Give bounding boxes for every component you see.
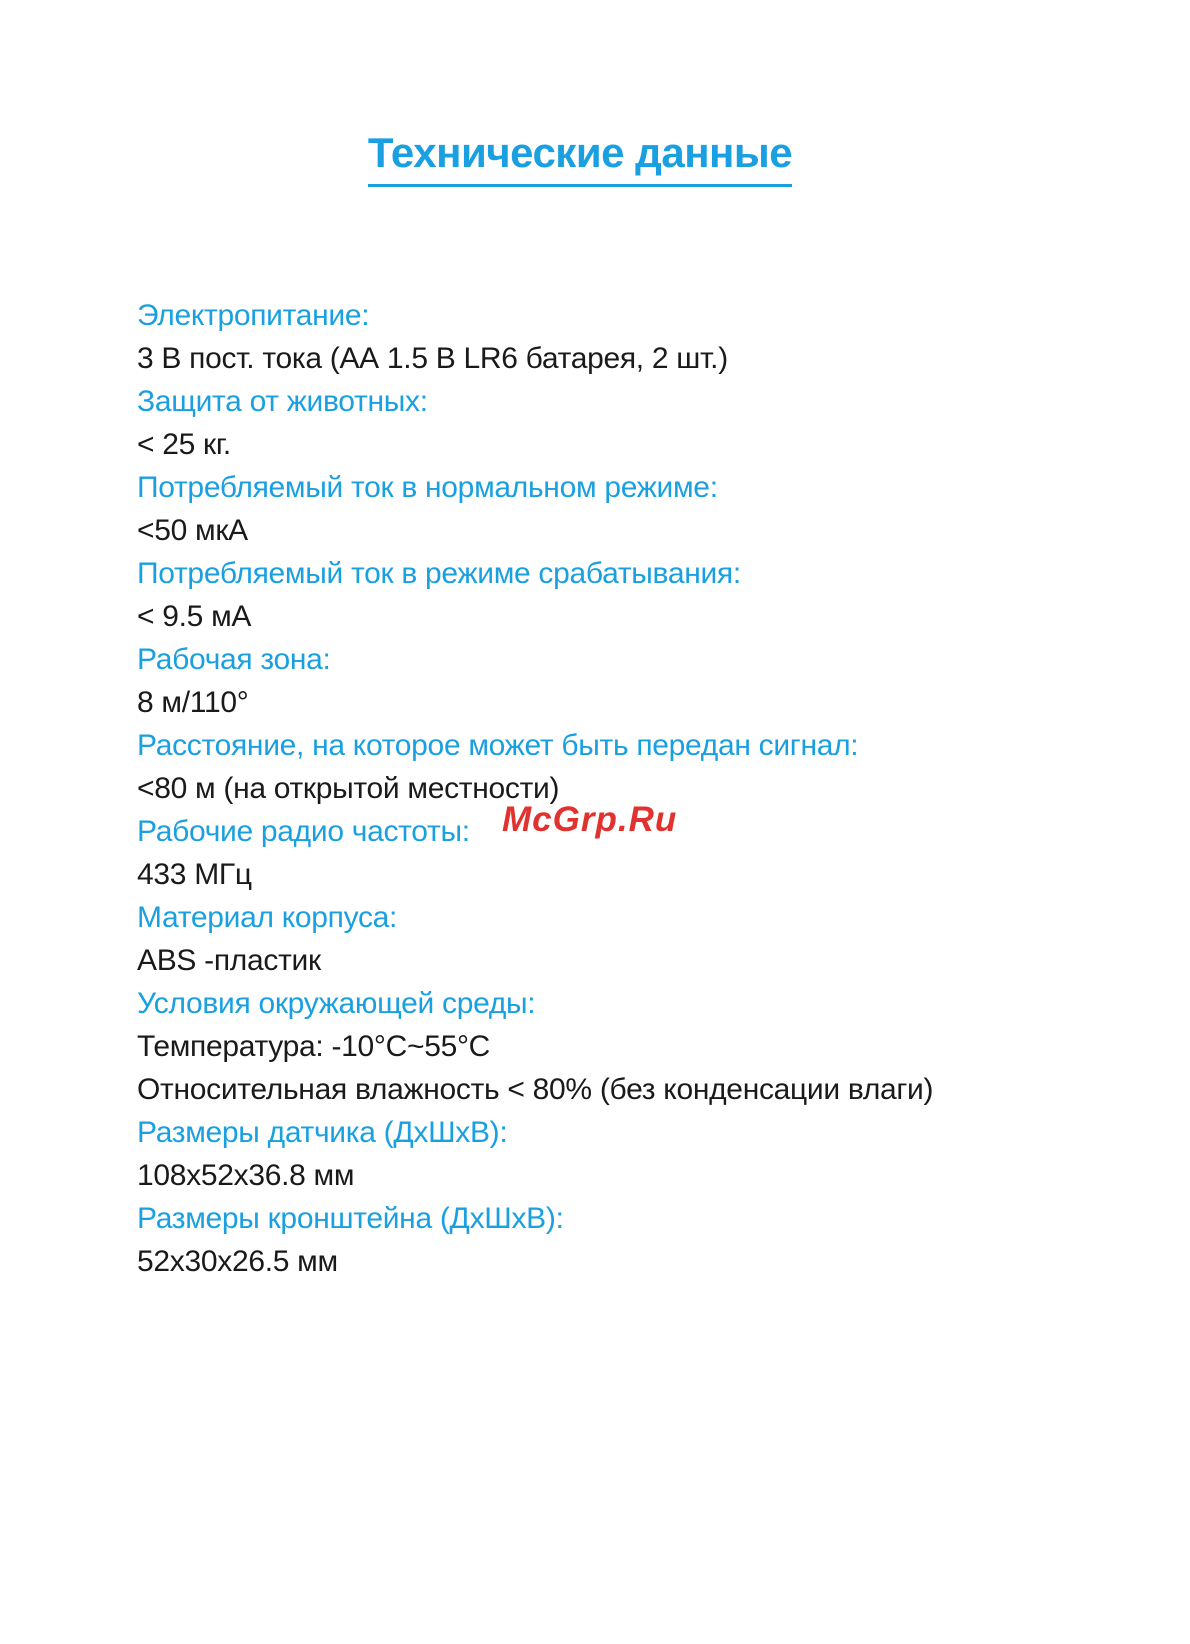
spec-group xyxy=(137,552,1137,638)
spec-value: 108х52х36.8 мм xyxy=(137,1159,355,1192)
spec-group xyxy=(137,1111,1137,1197)
spec-label: Условия окружающей среды: xyxy=(137,987,536,1020)
spec-value: 433 МГц xyxy=(137,858,252,891)
spec-value: <80 м (на открытой местности) xyxy=(137,772,560,805)
spec-group xyxy=(137,896,1137,982)
spec-group xyxy=(137,982,1137,1111)
watermark: McGrp.Ru xyxy=(502,800,678,839)
spec-label: Электропитание: xyxy=(137,299,370,332)
spec-label: Рабочая зона: xyxy=(137,643,331,676)
spec-group xyxy=(137,380,1137,466)
spec-value: 8 м/110° xyxy=(137,686,249,719)
page-title xyxy=(0,128,1160,187)
spec-list xyxy=(137,294,1137,1283)
spec-value: Температура: -10°С~55°С xyxy=(137,1030,491,1063)
spec-value: < 9.5 мА xyxy=(137,600,252,633)
spec-value: 52х30х26.5 мм xyxy=(137,1245,338,1278)
spec-label: Материал корпуса: xyxy=(137,901,398,934)
spec-value: 3 В пост. тока (АА 1.5 В LR6 батарея, 2 шт.) xyxy=(137,342,728,375)
page-title-text: Технические данные xyxy=(368,128,792,187)
spec-value: < 25 кг. xyxy=(137,428,231,461)
spec-group xyxy=(137,466,1137,552)
spec-label: Рабочие радио частоты: xyxy=(137,815,470,848)
spec-label: Расстояние, на которое может быть передан сигнал: xyxy=(137,729,859,762)
spec-label: Потребляемый ток в режиме срабатывания: xyxy=(137,557,741,590)
spec-value: Относительная влажность < 80% (без конденсации влаги) xyxy=(137,1073,934,1106)
spec-group xyxy=(137,1197,1137,1283)
spec-group xyxy=(137,724,1137,810)
spec-group xyxy=(137,294,1137,380)
spec-value: <50 мкА xyxy=(137,514,248,547)
spec-label: Размеры кронштейна (ДхШхВ): xyxy=(137,1202,564,1235)
spec-label: Потребляемый ток в нормальном режиме: xyxy=(137,471,718,504)
spec-label: Размеры датчика (ДхШхВ): xyxy=(137,1116,508,1149)
spec-value: ABS -пластик xyxy=(137,944,321,977)
spec-label: Защита от животных: xyxy=(137,385,428,418)
spec-group xyxy=(137,638,1137,724)
